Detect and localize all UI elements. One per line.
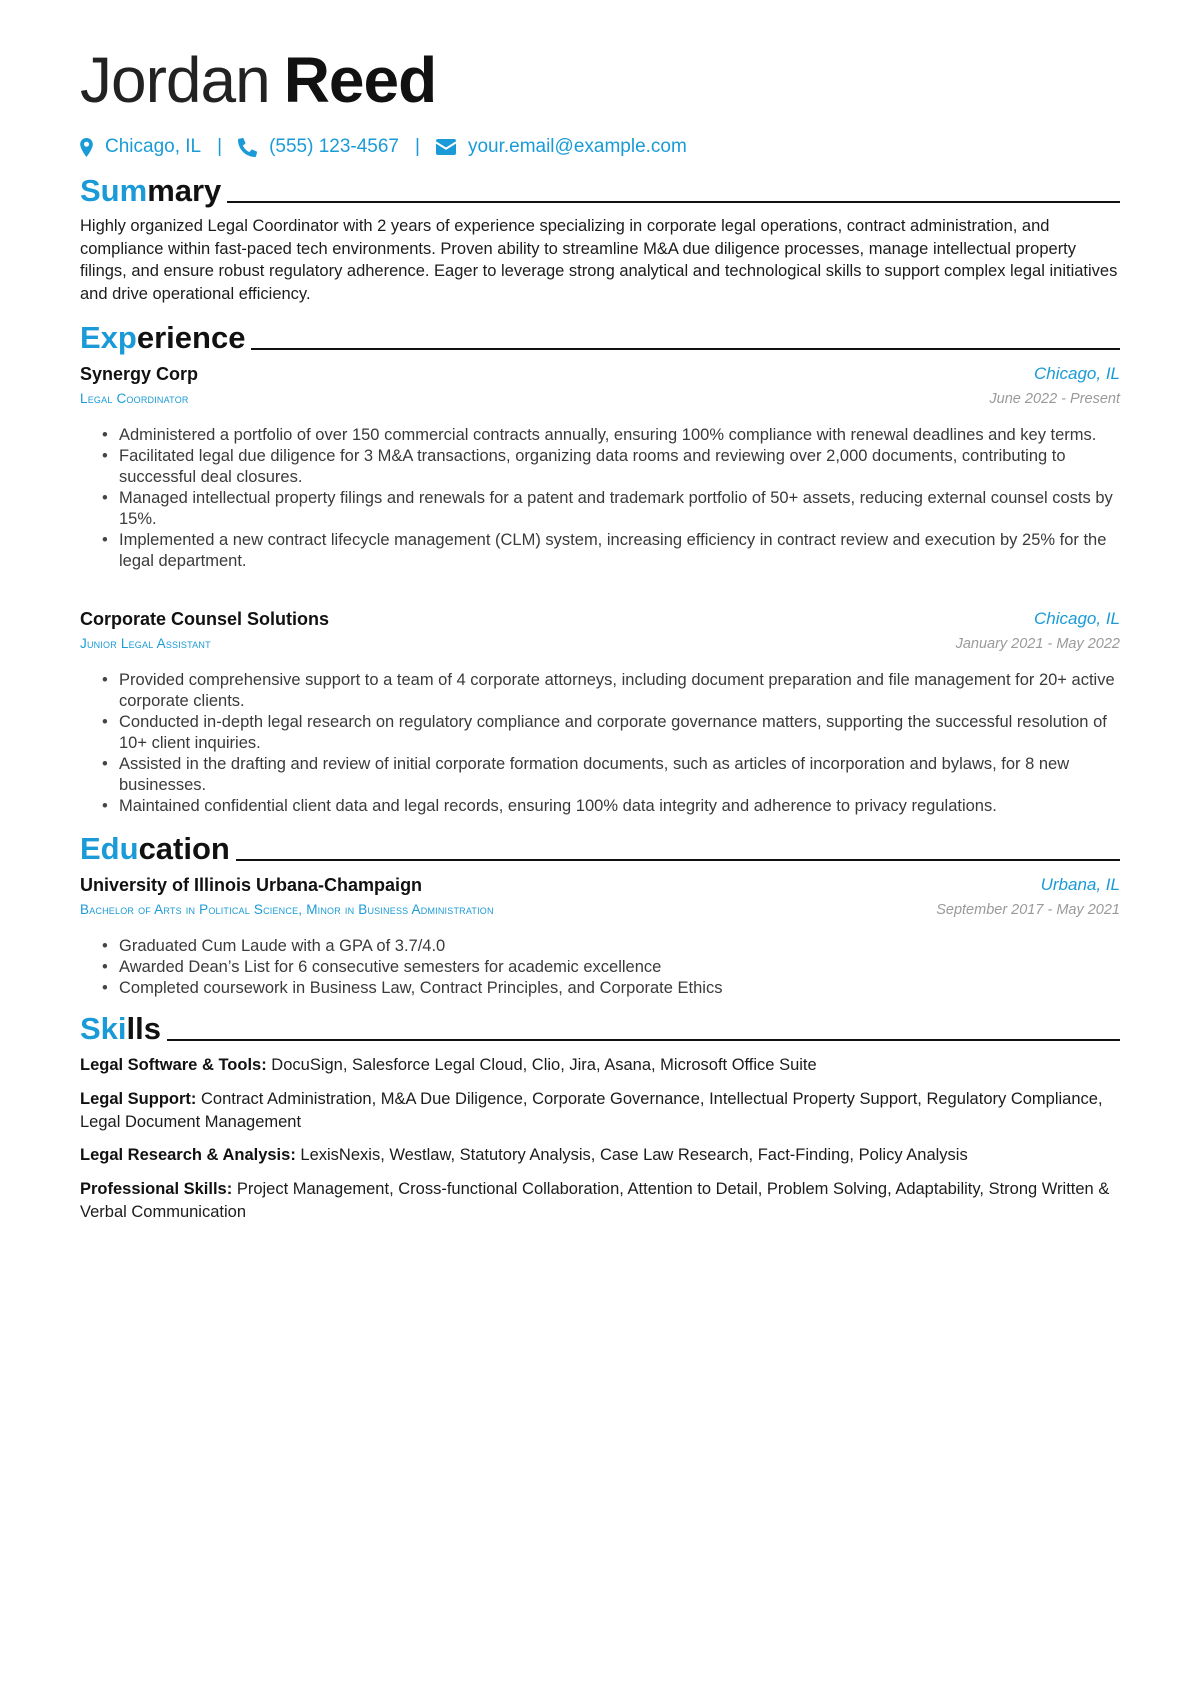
- job-dates: June 2022 - Present: [989, 391, 1120, 407]
- summary-section-header: [80, 168, 1120, 208]
- map-marker-icon: [80, 138, 93, 157]
- list-item: • Facilitated legal due diligence for 3 M&A transactions, organizing data rooms and reviewing over 2,000 documents, contributing to successful deal closures.: [80, 446, 1120, 488]
- school-name: University of Illinois Urbana-Champaign: [80, 875, 423, 895]
- section-title: [80, 1012, 161, 1046]
- skill-group: [80, 1178, 1120, 1223]
- job-header: [80, 609, 1120, 633]
- education-dates: September 2017 - May 2021: [936, 902, 1120, 918]
- job-title: Legal Coordinator: [80, 391, 189, 406]
- skill-label: Professional Skills:: [80, 1180, 233, 1198]
- section-title: [80, 832, 230, 866]
- contact-email[interactable]: [436, 136, 687, 158]
- degree: Bachelor of Arts in Political Science, Minor in Business Administration: [80, 902, 494, 917]
- section-rule: [236, 859, 1120, 861]
- job-header: [80, 364, 1120, 388]
- education-bullets: [80, 936, 1120, 999]
- section-title-rest: cation: [138, 831, 230, 866]
- section-title-rest: erience: [136, 320, 246, 355]
- section-title-rest: mary: [147, 173, 222, 208]
- list-item: • Managed intellectual property filings and renewals for a patent and trademark portfolio of 50+ assets, reducing external counsel costs by 15%.: [80, 488, 1120, 530]
- skill-group: [80, 1054, 1120, 1077]
- section-title-accent: Edu: [80, 831, 139, 866]
- section-title: [80, 321, 245, 355]
- education-subheader: [80, 902, 1120, 922]
- list-item: • Completed coursework in Business Law, Contract Principles, and Corporate Ethics: [80, 978, 1120, 999]
- contact-separator: |: [415, 136, 420, 157]
- contact-phone[interactable]: [238, 136, 399, 158]
- job-dates: January 2021 - May 2022: [955, 636, 1120, 652]
- job-location: Chicago, IL: [1034, 609, 1120, 628]
- job-title: Junior Legal Assistant: [80, 636, 211, 651]
- section-title-accent: Ski: [80, 1011, 127, 1046]
- section-title: [80, 174, 221, 208]
- location-text: Chicago, IL: [105, 136, 202, 157]
- list-item: • Graduated Cum Laude with a GPA of 3.7/4.0: [80, 936, 1120, 957]
- job-location: Chicago, IL: [1034, 364, 1120, 383]
- envelope-icon: [436, 139, 456, 155]
- skills-section-header: [80, 1006, 1120, 1046]
- school-location: Urbana, IL: [1040, 875, 1120, 894]
- phone-icon: [238, 138, 257, 157]
- skill-values: Contract Administration, M&A Due Diligence, Corporate Governance, Intellectual Property Support, Regulatory Compliance, Legal Document Management: [80, 1090, 1103, 1131]
- summary-text: Highly organized Legal Coordinator with 2 years of experience specializing in corporate legal operations, contract administration, and compliance within fast-paced tech environments. Proven ability to streamline M&A due diligence processes, manage intellectual property filings, and ensure robust regulatory adherence. Eager to leverage strong analytical and technological skills to support complex legal initiatives and drive operational efficiency.: [80, 217, 1118, 303]
- contact-location: [80, 136, 201, 158]
- section-title-rest: lls: [126, 1011, 161, 1046]
- education-header: [80, 875, 1120, 899]
- education-section-header: [80, 826, 1120, 866]
- company-name: Corporate Counsel Solutions: [80, 609, 330, 629]
- skill-values: LexisNexis, Westlaw, Statutory Analysis, Case Law Research, Fact-Finding, Policy Analysis: [295, 1146, 968, 1164]
- job-bullets: [80, 425, 1120, 572]
- company-name: Synergy Corp: [80, 364, 199, 384]
- job-bullets: [80, 670, 1120, 817]
- job-subheader: [80, 391, 1120, 411]
- contact-line: [80, 132, 687, 162]
- section-title-accent: Exp: [80, 320, 137, 355]
- list-item: • Conducted in-depth legal research on regulatory compliance and corporate governance matters, supporting the successful resolution of 10+ client inquiries.: [80, 712, 1120, 754]
- list-item: • Implemented a new contract lifecycle management (CLM) system, increasing efficiency in contract review and execution by 25% for the legal department.: [80, 530, 1120, 572]
- skill-label: Legal Support:: [80, 1090, 197, 1108]
- skill-values: Project Management, Cross-functional Collaboration, Attention to Detail, Problem Solving, Adaptability, Strong Written & Verbal Communication: [80, 1180, 1110, 1221]
- section-rule: [251, 348, 1120, 350]
- skill-label: Legal Research & Analysis:: [80, 1146, 296, 1164]
- first-name: Jordan: [80, 44, 270, 116]
- last-name: Reed: [283, 44, 437, 116]
- skill-group: [80, 1088, 1120, 1133]
- list-item: • Administered a portfolio of over 150 commercial contracts annually, ensuring 100% compliance with renewal deadlines and key terms.: [80, 425, 1120, 446]
- section-rule: [227, 201, 1120, 203]
- skill-label: Legal Software & Tools:: [80, 1056, 267, 1074]
- list-item: • Assisted in the drafting and review of initial corporate formation documents, such as articles of incorporation and bylaws, for 8 new businesses.: [80, 754, 1120, 796]
- skill-group: [80, 1144, 1120, 1167]
- contact-separator: |: [217, 136, 223, 157]
- section-rule: [167, 1039, 1120, 1041]
- phone-text: (555) 123-4567: [269, 136, 399, 157]
- email-link: your.email@example.com: [467, 136, 687, 157]
- candidate-name: [80, 40, 436, 120]
- job-subheader: [80, 636, 1120, 656]
- list-item: • Provided comprehensive support to a team of 4 corporate attorneys, including document preparation and file management for 20+ active corporate clients.: [80, 670, 1120, 712]
- skill-values: DocuSign, Salesforce Legal Cloud, Clio, Jira, Asana, Microsoft Office Suite: [266, 1056, 817, 1074]
- list-item: • Awarded Dean’s List for 6 consecutive semesters for academic excellence: [80, 957, 1120, 978]
- experience-section-header: [80, 315, 1120, 355]
- section-title-accent: Sum: [80, 173, 148, 208]
- list-item: • Maintained confidential client data and legal records, ensuring 100% data integrity and adherence to privacy regulations.: [80, 796, 1120, 817]
